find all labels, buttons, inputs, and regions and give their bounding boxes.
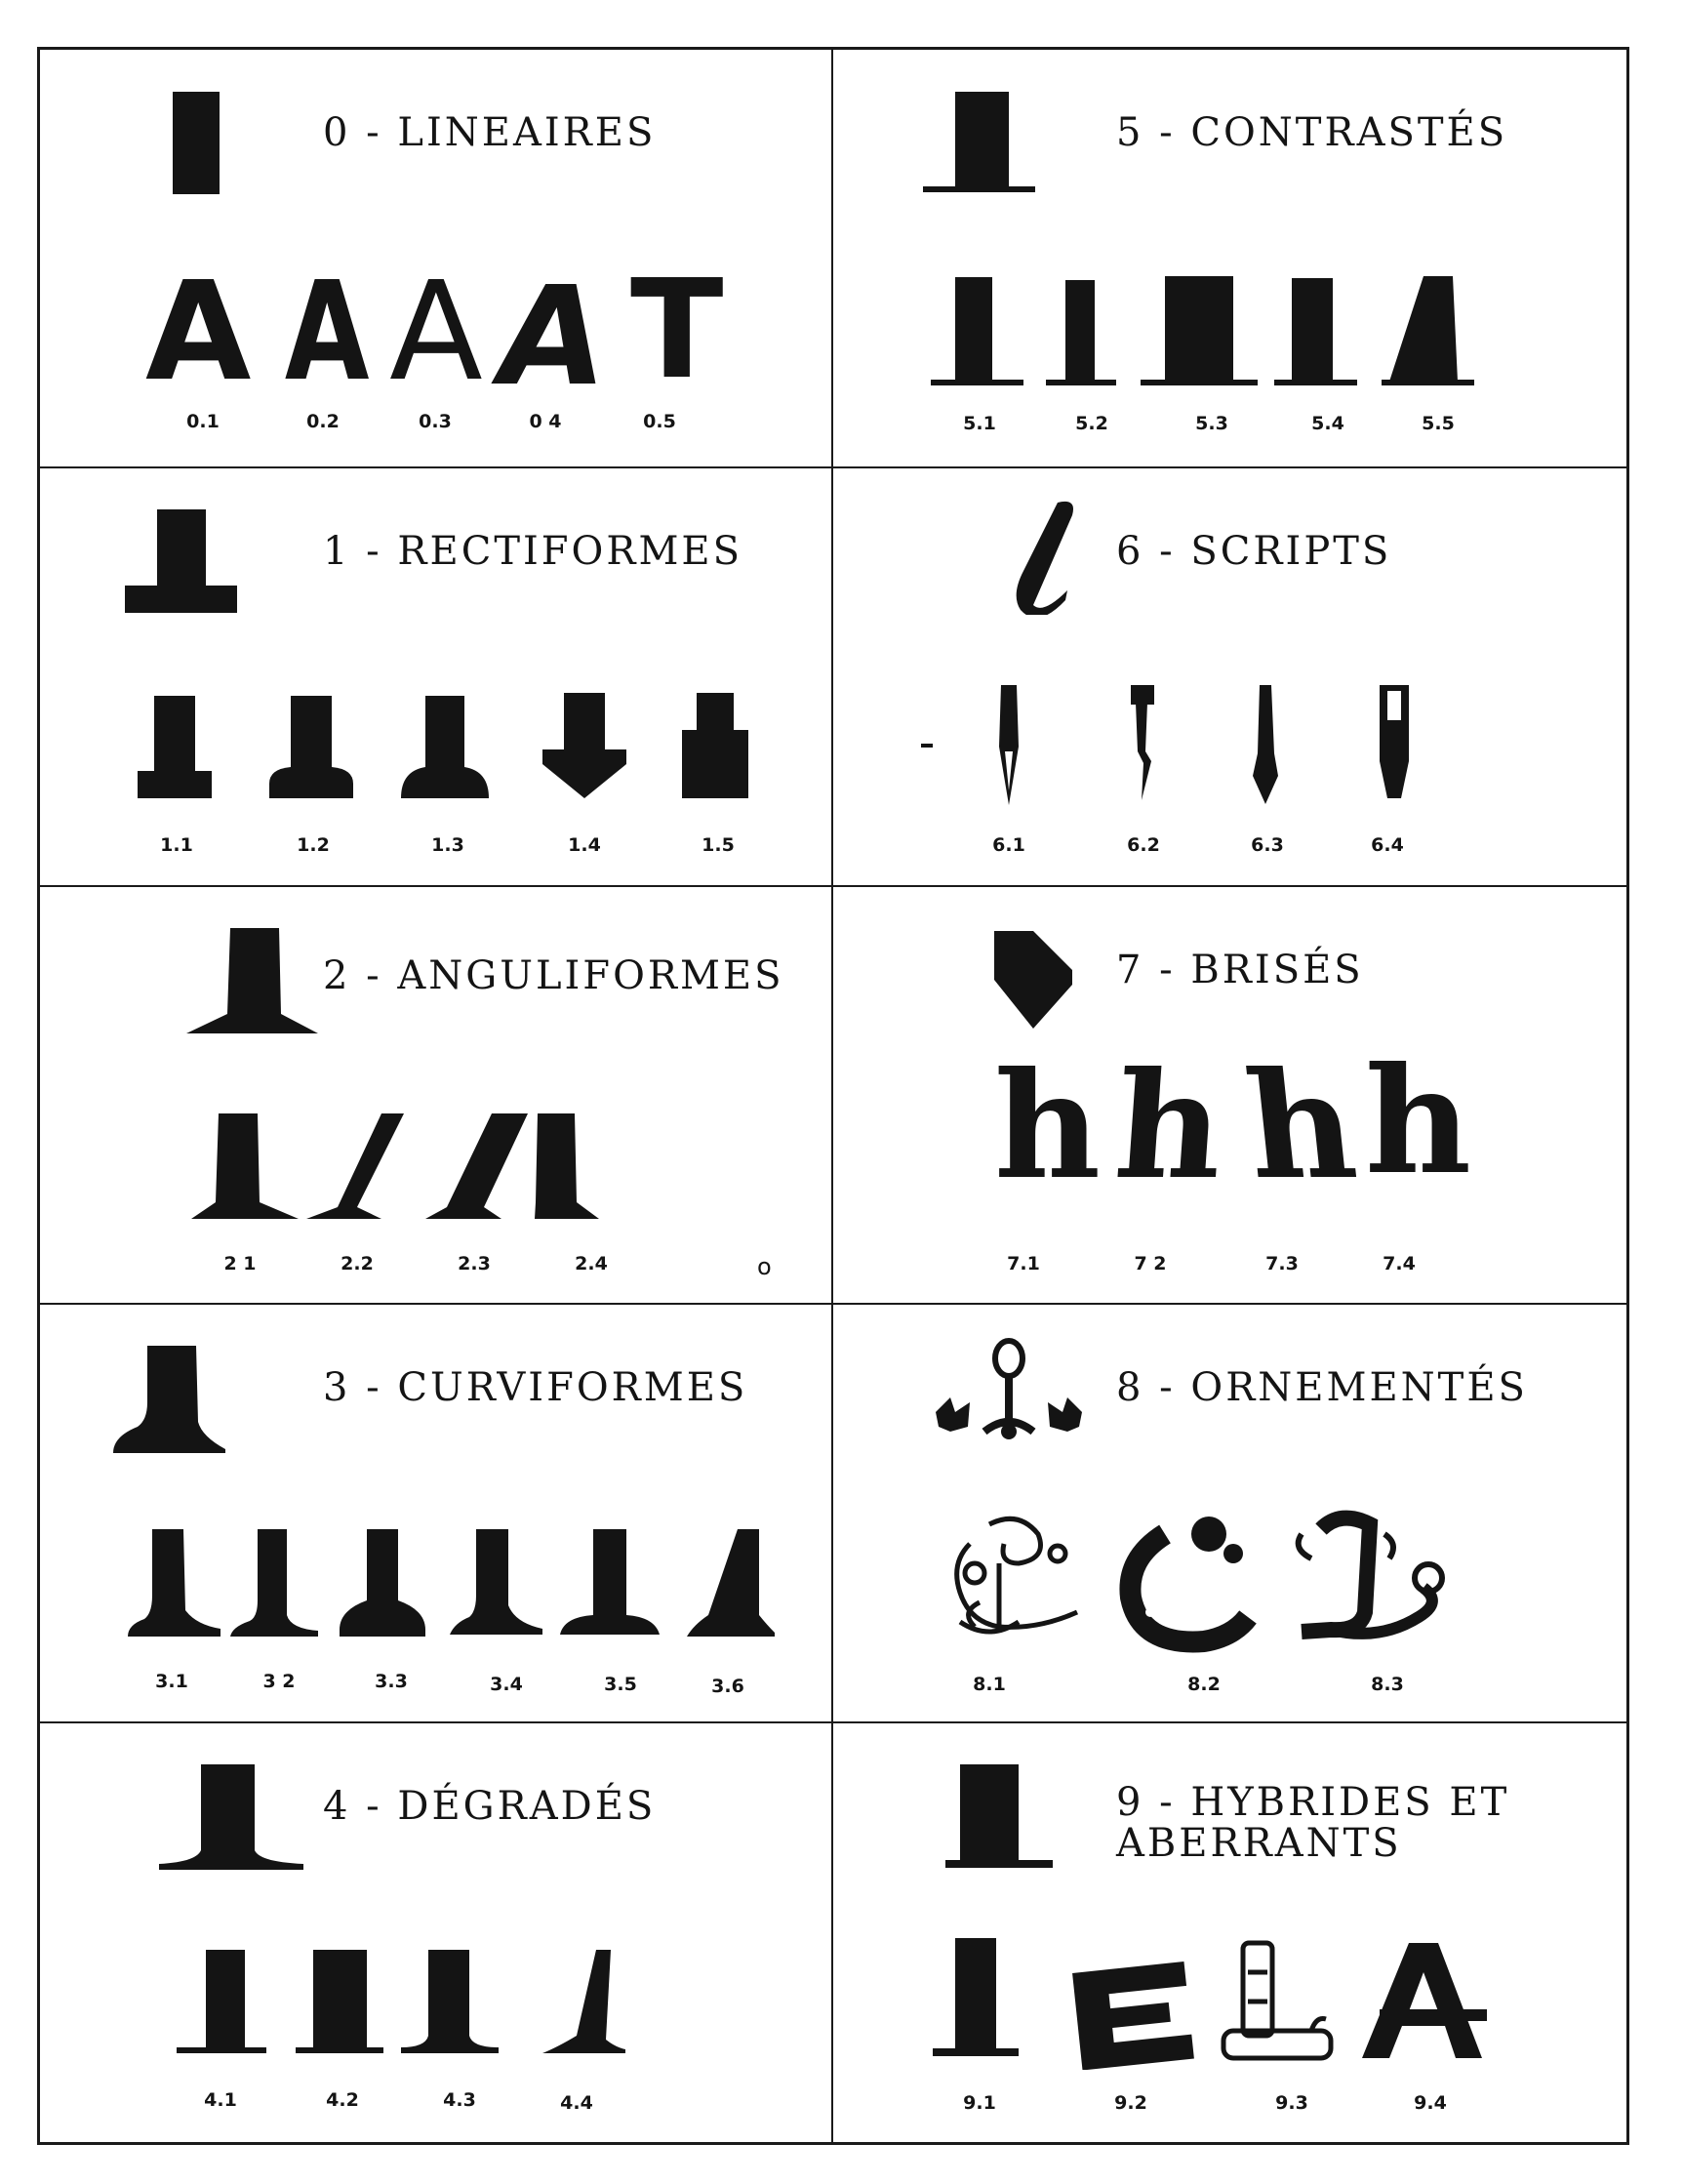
curved-serif-stem-icon <box>108 1344 235 1461</box>
category-title: 8 - ORNEMENTÉS <box>1116 1365 1528 1411</box>
blackletter-h-icon: h <box>1238 1039 1364 1212</box>
sample-label: 3 2 <box>262 1671 296 1693</box>
sample-label: 5.5 <box>1422 413 1455 434</box>
curved-stem-cupped-icon <box>560 1529 660 1635</box>
category-3-curviformes <box>40 1305 833 1723</box>
blackletter-h-icon: h <box>1109 1039 1229 1212</box>
hybrid-e-icon <box>1072 1962 1194 2070</box>
sample-label: 7 2 <box>1134 1252 1167 1274</box>
stem-tapered-thin-serif-icon <box>1382 276 1474 385</box>
sample-label: 6.4 <box>1371 833 1404 856</box>
curved-stem-flared-icon <box>450 1529 542 1635</box>
degraded-stem-slanted-icon <box>542 1950 625 2053</box>
rectiform-samples <box>133 691 777 808</box>
category-8-ornementes <box>833 1305 1626 1723</box>
sample-label: 9.2 <box>1114 2092 1147 2115</box>
sample-label: 6.3 <box>1251 833 1284 856</box>
curved-stem-narrow-icon <box>230 1529 318 1637</box>
stem-wide-thin-serif-icon <box>1141 276 1258 385</box>
ornate-letter-icon <box>957 1519 1077 1633</box>
sample-label: 1.5 <box>702 833 735 856</box>
hybrid-log-l-icon <box>1223 1943 1331 2058</box>
sample-label: 1.2 <box>297 833 330 856</box>
script-samples <box>921 683 1428 810</box>
category-title: 3 - CURVIFORMES <box>323 1365 748 1411</box>
degraded-serif-stem-icon <box>157 1762 313 1880</box>
typeface-classification-chart <box>37 47 1629 2145</box>
sample-label: 3.5 <box>604 1674 637 1696</box>
sample-label: 0.5 <box>643 411 676 432</box>
stem-thin-serif-icon <box>931 277 1023 385</box>
hybrid-i-icon <box>933 1938 1019 2056</box>
sample-label: 3.6 <box>711 1676 744 1698</box>
category-7-brises <box>833 887 1626 1306</box>
triangular-serif-stem-icon <box>186 926 323 1043</box>
degraded-stem-bracketed-icon <box>401 1950 499 2053</box>
category-title: 7 - BRISÉS <box>1116 947 1364 992</box>
sample-label: 0.1 <box>186 411 220 432</box>
curved-stem-slanted-icon <box>687 1529 775 1637</box>
sample-label: 8.2 <box>1187 1674 1221 1696</box>
slab-stem-pointed-icon <box>542 693 626 798</box>
wedge-stem-narrow-icon <box>535 1113 599 1219</box>
sample-label: 7.1 <box>1007 1252 1040 1274</box>
sample-glyph-0-2: A <box>284 253 370 412</box>
curved-stem-round-icon <box>340 1529 425 1637</box>
stray-mark: o <box>757 1252 772 1280</box>
category-title: 5 - CONTRASTÉS <box>1116 110 1508 155</box>
sample-label: 9.4 <box>1414 2092 1447 2115</box>
pen-brush-icon <box>1253 685 1278 804</box>
sample-label: 5.1 <box>963 413 996 434</box>
slab-stem-stepped-icon <box>682 693 748 798</box>
category-2-anguliformes <box>40 887 833 1306</box>
category-0-lineaires <box>40 50 833 468</box>
sample-label: 6.2 <box>1127 833 1160 856</box>
sample-label: 8.1 <box>973 1674 1006 1696</box>
sample-label: 0.2 <box>306 411 340 432</box>
sample-label: 6.1 <box>992 833 1025 856</box>
degraded-stem-icon <box>177 1950 266 2053</box>
sample-glyph-0-3: A <box>389 253 483 412</box>
curviform-samples <box>123 1527 825 1644</box>
sample-label: 1.4 <box>568 833 601 856</box>
anguliform-samples <box>191 1110 718 1227</box>
sample-label: 7.3 <box>1265 1252 1299 1274</box>
sample-label: 9.1 <box>963 2092 996 2115</box>
sample-glyph-0-4: A <box>484 258 619 417</box>
sample-label: 2.2 <box>341 1252 374 1274</box>
contrast-samples <box>931 272 1506 394</box>
curved-stem-icon <box>128 1529 221 1637</box>
sample-glyph-0-1: A <box>145 253 252 412</box>
sample-label: 3.1 <box>155 1671 188 1693</box>
sample-label: 2 1 <box>223 1252 257 1274</box>
block-serif-icon <box>167 87 225 204</box>
sample-label: 5.4 <box>1311 413 1344 434</box>
sample-label: 3.4 <box>490 1674 523 1696</box>
category-9-hybrides-aberrants <box>833 1723 1626 2142</box>
ornate-letter-icon <box>1130 1517 1248 1641</box>
ornate-letter-icon <box>1299 1518 1442 1634</box>
slab-stem-rounded-icon <box>269 696 353 798</box>
hybrid-samples <box>931 1933 1516 2070</box>
sample-label: 4.1 <box>204 2089 237 2112</box>
stem-thin-serif-narrow-icon <box>1046 280 1116 385</box>
sample-label: 1.3 <box>431 833 464 856</box>
degraded-stem-wide-icon <box>296 1950 383 2053</box>
sample-label: 3.3 <box>375 1671 408 1693</box>
sample-label: 8.3 <box>1371 1674 1404 1696</box>
ornate-samples <box>941 1505 1487 1656</box>
degraded-samples <box>177 1946 703 2063</box>
category-title: 1 - RECTIFORMES <box>323 528 743 574</box>
category-title: 4 - DÉGRADÉS <box>323 1784 657 1830</box>
category-5-contrastes <box>833 50 1626 468</box>
ornament-leaf-icon <box>931 1334 1087 1451</box>
sample-label: 4.4 <box>560 2092 593 2115</box>
category-1-rectiformes <box>40 468 833 887</box>
pen-flat-icon <box>1131 685 1154 800</box>
category-4-degrades <box>40 1723 833 2142</box>
slab-serif-stem-icon <box>123 507 240 625</box>
category-title: 9 - HYBRIDES ET ABERRANTS <box>1116 1780 1510 1867</box>
sample-label: 9.3 <box>1275 2092 1308 2115</box>
broken-stroke-icon <box>989 926 1077 1043</box>
wedge-stem-icon <box>191 1113 299 1219</box>
thin-serif-stem-icon <box>921 87 1038 204</box>
stem-notched-thin-serif-icon <box>1274 278 1357 385</box>
sample-label: 7.4 <box>1383 1252 1416 1274</box>
sample-label: 5.3 <box>1195 413 1228 434</box>
sample-label: 0 4 <box>529 411 562 432</box>
sample-label: 1.1 <box>160 833 193 856</box>
slab-stem-icon <box>138 696 212 798</box>
blackletter-h-icon: h <box>994 1039 1102 1212</box>
slab-stem-bracketed-icon <box>401 696 489 798</box>
pen-nib-icon <box>999 685 1019 805</box>
sample-glyph-0-5: T <box>630 251 724 410</box>
wedge-slanted-thin-icon <box>306 1113 404 1219</box>
sample-label: 0.3 <box>419 411 452 432</box>
category-title: 0 - LINEAIRES <box>323 110 657 155</box>
sample-label: 5.2 <box>1075 413 1108 434</box>
sample-label: 4.2 <box>326 2089 359 2112</box>
hybrid-a-icon <box>1362 1943 1487 2058</box>
pen-marker-icon <box>1380 685 1409 798</box>
sample-label: 2.4 <box>575 1252 608 1274</box>
hybrid-serif-stem-icon <box>941 1762 1058 1880</box>
category-title: 2 - ANGULIFORMES <box>323 952 784 998</box>
wedge-slanted-thick-icon <box>425 1113 528 1219</box>
category-title: 6 - SCRIPTS <box>1116 528 1392 574</box>
category-6-scripts <box>833 468 1626 887</box>
script-stroke-icon <box>999 498 1087 615</box>
blackletter-h-icon: h <box>1365 1034 1472 1207</box>
sample-label: 2.3 <box>458 1252 491 1274</box>
sample-label: 4.3 <box>443 2089 476 2112</box>
